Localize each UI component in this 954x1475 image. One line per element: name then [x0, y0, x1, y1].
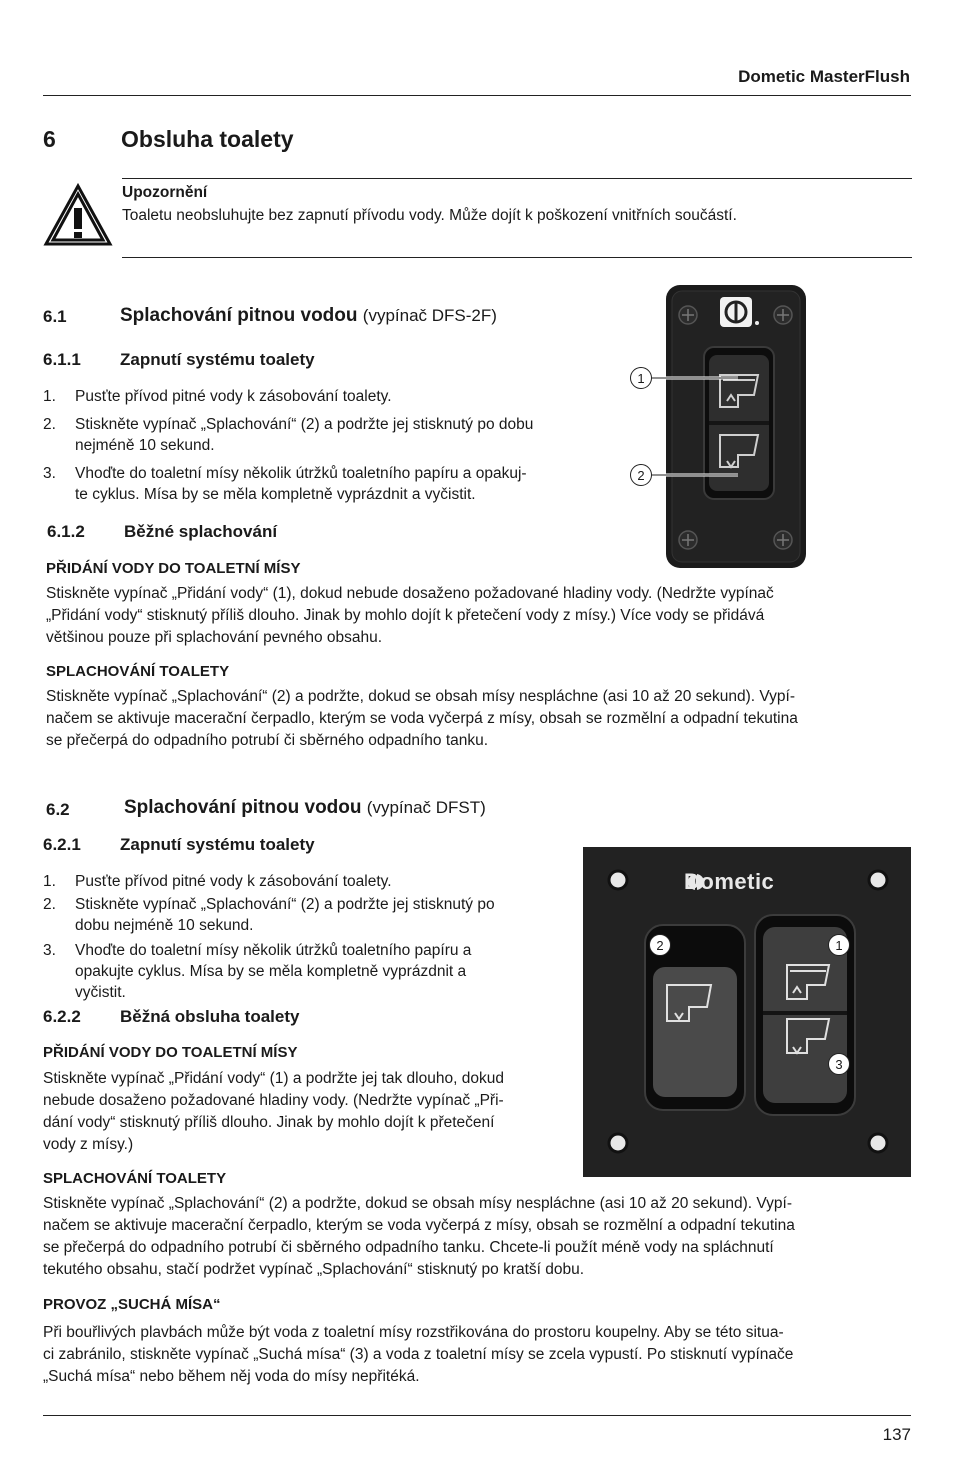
list-item: 3. Vhoďte do toaletní mísy několik útržků toaletního papíru a opakujte cyklus. Mísa by se měla kompletně vyprázdnit a vyčistit.: [43, 942, 472, 1001]
s621-number: 6.2.1: [43, 835, 81, 854]
s62-heading: [124, 797, 486, 819]
s61-subtitle: (vypínač DFS-2F): [362, 306, 497, 325]
dfst-switch-figure: [583, 847, 911, 1177]
s612-flush-heading: SPLACHOVÁNÍ TOALETY: [46, 663, 230, 680]
list-item: 1. Pusťte přívod pitné vody k zásobování toalety.: [43, 388, 392, 405]
warning-text: Toaletu neobsluhujte bez zapnutí přívodu vody. Může dojít k poškození vnitřních součástí.: [122, 207, 737, 224]
s612-add-heading: PŘIDÁNÍ VODY DO TOALETNÍ MÍSY: [46, 560, 301, 577]
s622-title: Běžná obsluha toalety: [120, 1007, 300, 1026]
s612-number: 6.1.2: [47, 522, 85, 541]
s611-number: 6.1.1: [43, 350, 81, 369]
s61-number: 6.1: [43, 307, 67, 326]
s622-dry-text: Při bouřlivých plavbách může být voda z toaletní mísy rozstřikována do prostoru koupelny. Aby se této situa- ci zabránilo, stiskněte vypínač „Suchá mísa“ (3) a voda z toaletní mísy se zcela vypustí. Po stisknutí vypínače „Suchá mísa“ nebo během něj voda do mísy nepřitéká.: [43, 1324, 794, 1385]
s611-steps: [43, 386, 623, 512]
section-number: 6: [43, 126, 56, 152]
dfst-callout-1: 1: [828, 934, 850, 956]
dfst-brand-logo: Dometic: [684, 869, 775, 894]
warning-triangle-icon: [43, 183, 113, 247]
section-title: Obsluha toalety: [121, 126, 294, 152]
dfst-callout-2: 2: [649, 934, 671, 956]
s621-title: Zapnutí systému toalety: [120, 835, 315, 854]
warning-top-rule: [122, 178, 912, 179]
list-item: 3. Vhoďte do toaletní mísy několik útržků toaletního papíru a opakuj- te cyklus. Mísa by se měla kompletně vyprázdnit a vyčistit.: [43, 465, 527, 503]
list-item: 2. Stiskněte vypínač „Splachování“ (2) a podržte jej stisknutý po dobu nejméně 10 sekund.: [43, 416, 534, 454]
s622-add-text: Stiskněte vypínač „Přidání vody“ (1) a podržte jej tak dlouho, dokud nebude dosaženo požadované hladiny vody. (Nedržte vypínač „Při- dání vody“ stisknutý příliš dlouho. Jinak by mohlo dojít k přetečení vody z mísy.): [43, 1070, 504, 1153]
dfs2f-callout-2: 2: [630, 464, 652, 486]
list-item: 1. Pusťte přívod pitné vody k zásobování toalety.: [43, 873, 392, 890]
dfs2f-callout-1: 1: [630, 367, 652, 389]
s62-number: 6.2: [46, 800, 70, 819]
warning-bottom-rule: [122, 257, 912, 258]
s622-dry-heading: PROVOZ „SUCHÁ MÍSA“: [43, 1296, 221, 1313]
s622-flush-heading: SPLACHOVÁNÍ TOALETY: [43, 1170, 227, 1187]
header-rule: [43, 95, 911, 96]
s622-add-heading: PŘIDÁNÍ VODY DO TOALETNÍ MÍSY: [43, 1044, 298, 1061]
s621-steps: [43, 871, 583, 1010]
warning-label: Upozornění: [122, 184, 208, 201]
s611-title: Zapnutí systému toalety: [120, 350, 315, 369]
s622-flush-text: Stiskněte vypínač „Splachování“ (2) a podržte, dokud se obsah mísy nespláchne (asi 10 až 20 sekund). Vypí- načem se aktivuje macerační čerpadlo, kterým se voda vyčerpá z mísy, obsah se rozmělní a odpadní tekutina se přečerpá do odpadního potrubí či sběrného odpadního tanku. Chcete-li použít méně vody na spláchnutí tekutého obsahu, stačí podržet vypínač „Splachování“ stisknutý po kratší dobu.: [43, 1195, 795, 1278]
s62-subtitle: (vypínač DFST): [366, 798, 486, 817]
s61-heading: [120, 305, 497, 327]
s612-title: Běžné splachování: [124, 522, 278, 541]
s612-flush-text: Stiskněte vypínač „Splachování“ (2) a podržte, dokud se obsah mísy nespláchne (asi 10 až 20 sekund). Vypí- načem se aktivuje macerační čerpadlo, kterým se voda vyčerpá z mísy, obsah se rozmělní a odpadní tekutina se přečerpá do odpadního potrubí či sběrného odpadního tanku.: [46, 688, 798, 749]
dfs2f-switch-figure: [620, 285, 810, 570]
s61-title: Splachování pitnou vodou: [120, 305, 358, 326]
dfst-callout-3: 3: [828, 1053, 850, 1075]
footer-rule: [43, 1415, 911, 1416]
s622-number: 6.2.2: [43, 1007, 81, 1026]
header-brand: Dometic MasterFlush: [738, 67, 910, 86]
s612-add-text: Stiskněte vypínač „Přidání vody“ (1), dokud nebude dosaženo požadované hladiny vody. (Nedržte vypínač „Přidání vody“ stisknutý příliš dlouho. Jinak by mohlo dojít k přetečení vody z mísy.) Více vody se přidává většinou pouze při splachování pevného obsahu.: [46, 585, 774, 646]
s62-title: Splachování pitnou vodou: [124, 797, 362, 818]
list-item: 2. Stiskněte vypínač „Splachování“ (2) a podržte jej stisknutý po dobu nejméně 10 sekund.: [43, 896, 495, 934]
page-number: 137: [882, 1425, 911, 1444]
